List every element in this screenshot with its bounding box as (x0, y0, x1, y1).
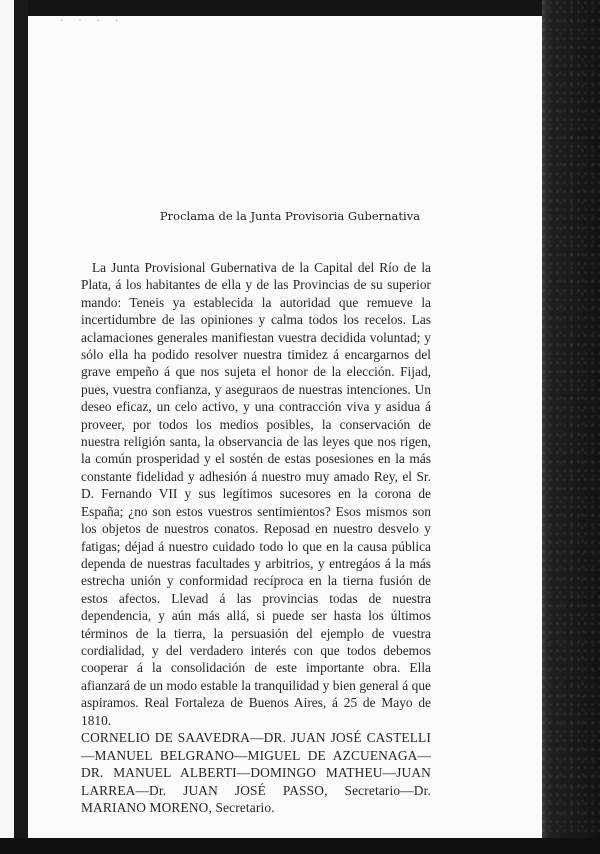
scan-border-right (542, 0, 600, 854)
document-title: Proclama de la Junta Provisoria Gubernativa (159, 209, 421, 223)
scan-border-top (0, 0, 600, 16)
proclamation-paragraph: La Junta Provisional Gubernativa de la Capital del Río de la Plata, á los habitantes de ella y de las Provincias de su superior mando: Teneis ya establecida la autoridad que remueve la incertidumbre de las opiniones y calma todos los recelos. Las aclamaciones generales manifiestan vuestra decidida voluntad; y sólo ella ha podido resolver nuestra timidez á encargarnos del grave empeño á que nos sujeta el honor de la elección. Fijad, pues, vuestra confianza, y aseguraos de nuestras intenciones. Un deseo eficaz, un celo activo, y una contracción viva y asidua á proveer, por todos los medios posibles, la conservación de nuestra religión santa, la observancia de las leyes que nos rigen, la común prosperidad y el sostén de estas posesiones en la más constante fidelidad y adhesión á nuestro muy amado Rey, el Sr. D. Fernando VII y sus legítimos sucesores en la corona de España; ¿no son estos vuestros sentimientos? Esos mismos son los objetos de nuestros conatos. Reposad en nuestro desvelo y fatigas; déjad á nuestro cuidado todo lo que en la causa pública dependa de nuestras facultades y arbitrios, y entregáos á la más estrecha unión y conformidad recíproca en la tierna fusión de estos afectos. Llevad á las provincias todas de nuestra dependencia, y aún más allá, si puede ser hasta los últimos términos de la tierra, la persuasión del ejemplo de vuestra cordialidad, y del verdadero interés con que todos debemos cooperar á la consolidación de este importante obra. Ella afianzará de un modo estable la tranquilidad y bien general á que aspiramos. Real Fortaleza de Buenos Aires, á 25 de Mayo de 1810. (81, 260, 431, 728)
scan-border-left (0, 0, 28, 854)
signatures: CORNELIO DE SAAVEDRA—DR. JUAN JOSÉ CASTELLI—MANUEL BELGRANO—MIGUEL DE AZCUENAGA—DR. MANUEL ALBERTI—DOMINGO MATHEU—JUAN LARREA—Dr. JUAN JOSÉ PASSO, Secretario—Dr. MARIANO MORENO, Secretario. (81, 729, 431, 816)
document-body (81, 259, 431, 817)
scan-speckles: · · · · (60, 16, 125, 27)
scan-border-bottom (0, 838, 600, 854)
